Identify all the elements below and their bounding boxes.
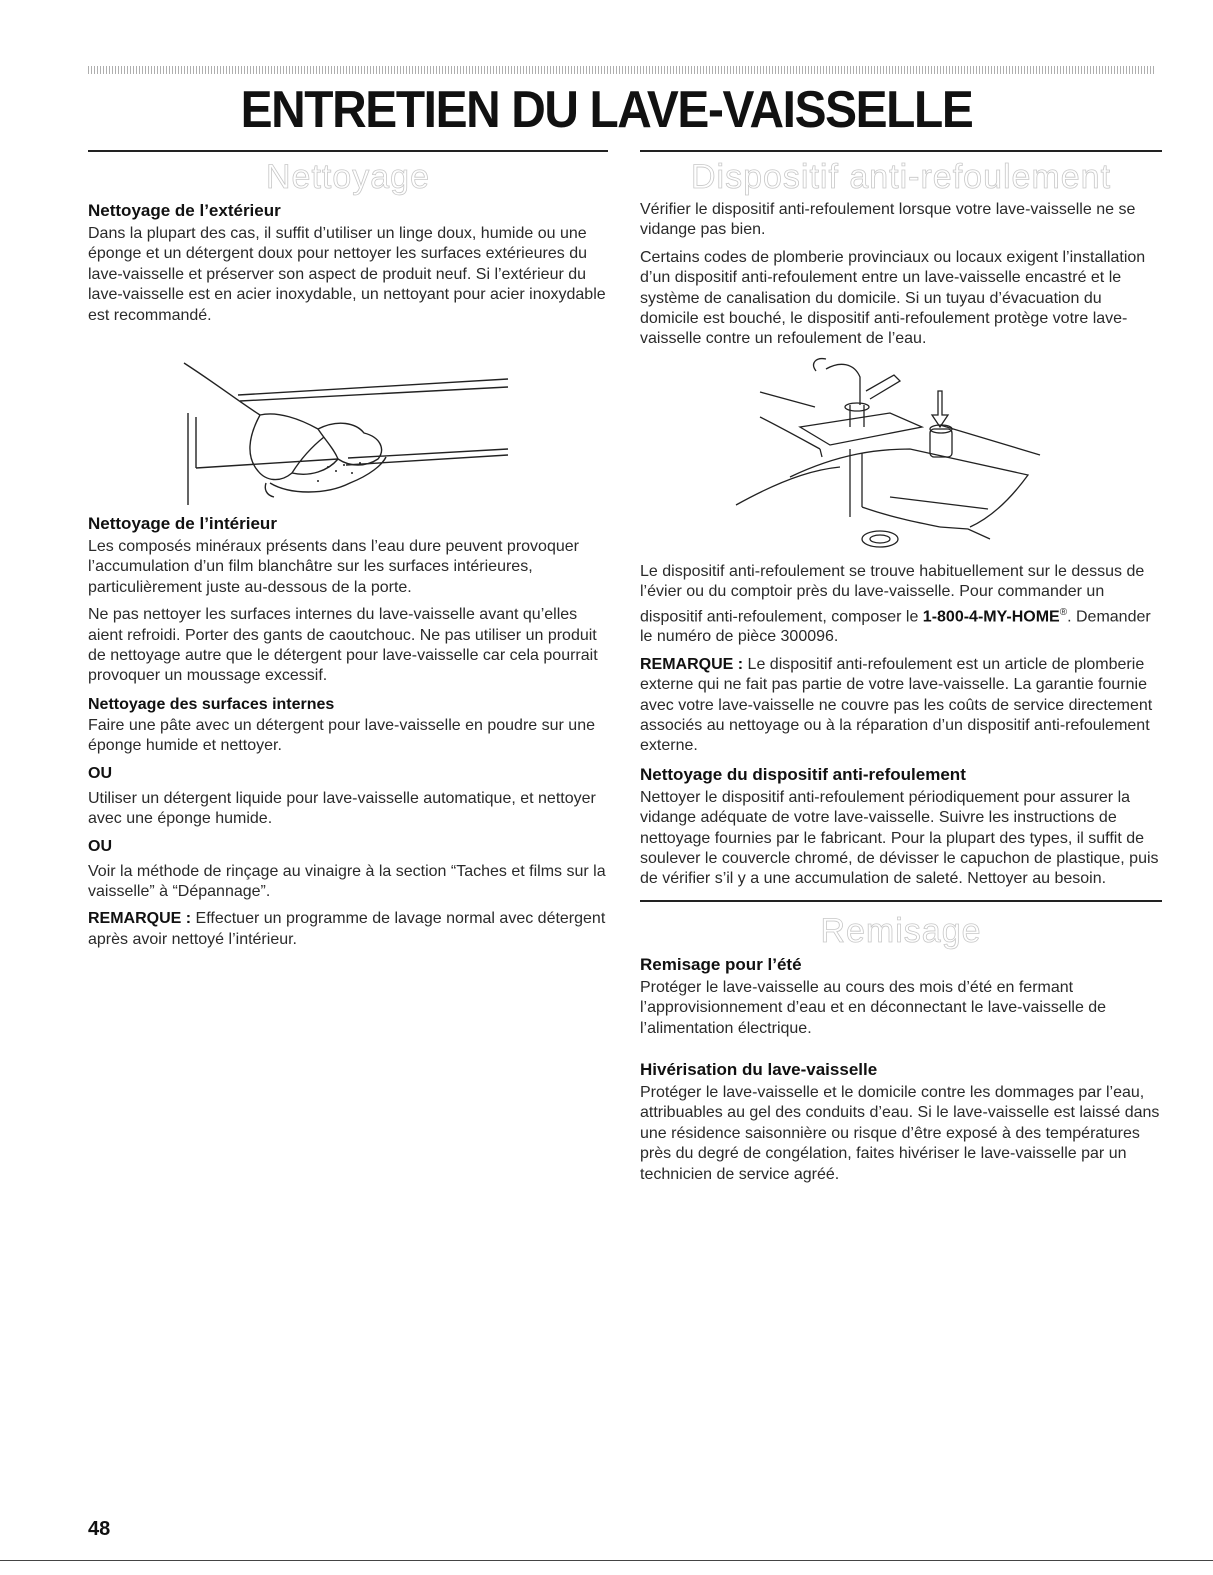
exterior-text: Dans la plupart des cas, il suffit d’utiliser un linge doux, humide ou une éponge et un détergent doux pour nettoyer les surfaces extérieures du lave-vaisselle et préserver son aspect de produit neuf. Si l’extérieur du lave-vaisselle est en acier inoxydable, un nettoyant pour acier inoxydable est recommandé. [88, 225, 606, 324]
air-gap-cleaning-heading: Nettoyage du dispositif anti-refoulement [640, 764, 966, 784]
summer-storage-text: Protéger le lave-vaisselle au cours des mois d’été en fermant l’approvisionnement d’eau et en déconnectant le lave-vaisselle de l’alimentation électrique. [640, 978, 1107, 1037]
method2-text: Utiliser un détergent liquide pour lave-vaisselle automatique, et nettoyer avec une éponge humide. [88, 789, 596, 828]
method1-text: Faire une pâte avec un détergent pour lave-vaisselle en poudre sur une éponge humide et nettoyer. [88, 716, 595, 755]
interior-para2: Ne pas nettoyer les surfaces internes du lave-vaisselle avant qu’elles aient refroidi. Porter des gants de caoutchouc. Ne pas utiliser un produit de nettoyage autre que le détergent pour lave-vaisselle car cela pourrait provoquer un moussage excessif. [88, 606, 598, 685]
air-gap-cleaning-text: Nettoyer le dispositif anti-refoulement périodiquement pour assurer la vidange adéquate de votre lave-vaisselle. Suivre les instructions de nettoyage fournies par le fabricant. Pour la plupart des types, il suffit de soulever le couvercle chromé, de dévisser le capuchon de plastique, puis de vérifier s’il y a une accumulation de saleté. Nettoyer au besoin. [640, 788, 1159, 888]
air-gap-para2: Certains codes de plomberie provinciaux ou locaux exigent l’installation d’un dispositif anti-refoulement entre un lave-vaisselle encastré et le système de canalisation du domicile. Si un tuyau d’évacuation du domicile est bouché, le dispositif anti-refoulement protège votre lave-vaisselle contre un refoulement de l’eau. [640, 248, 1146, 348]
air-gap-para3-end: . Demander le numéro de pièce 300096. [640, 607, 1151, 646]
section-rule [640, 150, 1162, 152]
top-dotted-rule [88, 66, 1156, 74]
note-text: Effectuer un programme de lavage normal avec détergent après avoir nettoyé l’intérieur. [88, 910, 606, 948]
section-title-cleaning: Nettoyage [266, 158, 430, 196]
internal-surfaces-subheading: Nettoyage des surfaces internes [88, 695, 335, 713]
section-rule [88, 150, 608, 152]
air-gap-note [640, 655, 1162, 757]
note-label: REMARQUE : [640, 655, 744, 673]
or-separator-1: OU [88, 764, 112, 782]
air-gap-para3-start: Le dispositif anti-refoulement se trouve habituellement sur le dessus de l’évier ou du comptoir près du lave-vaisselle. Pour commander un dispositif anti-refoulement, composer le [640, 562, 1145, 625]
interior-note [88, 909, 608, 950]
interior-heading: Nettoyage de l’intérieur [88, 514, 277, 534]
section-title-storage: Remisage [820, 911, 982, 950]
note-text: Le dispositif anti-refoulement est un article de plomberie externe qui ne fait pas partie de votre lave-vaisselle. La garantie fournie avec votre lave-vaisselle ne couvre pas les coûts de service directement associés au nettoyage ou à la réparation d’un dispositif anti-refoulement externe. [640, 655, 1153, 755]
registered-mark: ® [1059, 606, 1068, 618]
sink-air-gap-illustration [640, 357, 1160, 562]
section-rule [640, 900, 1162, 902]
left-column [88, 150, 608, 957]
air-gap-para3 [640, 562, 1162, 648]
summer-storage-heading: Remisage pour l’été [640, 954, 802, 974]
note-label: REMARQUE : [88, 910, 192, 928]
phone-number: 1-800-4-MY-HOME [922, 607, 1060, 625]
winterizing-heading: Hivérisation du lave-vaisselle [640, 1060, 878, 1080]
hand-wiping-illustration [88, 333, 608, 513]
page-number: 48 [88, 1518, 111, 1540]
page-title: ENTRETIEN DU LAVE-VAISSELLE [240, 81, 973, 139]
interior-para1: Les composés minéraux présents dans l’eau dure peuvent provoquer l’accumulation d’un film blanchâtre sur les surfaces intérieures, particulièrement juste au-dessous de la porte. [88, 538, 579, 596]
bottom-rule [0, 1560, 1213, 1561]
section-title-air-gap: Dispositif anti-refoulement [690, 158, 1112, 196]
right-column [640, 150, 1162, 1192]
method3-text: Voir la méthode de rinçage au vinaigre à la section “Taches et films sur la vaisselle” à “Dépannage”. [88, 862, 606, 900]
air-gap-para1: Vérifier le dispositif anti-refoulement lorsque votre lave-vaisselle ne se vidange pas bien. [640, 201, 1136, 239]
winterizing-text: Protéger le lave-vaisselle et le domicile contre les dommages par l’eau, attribuables au gel des conduits d’eau. Si le lave-vaisselle est laissé dans une résidence saisonnière ou risque d’être exposé à des températures près du degré de congélation, faites hivériser le lave-vaisselle par un technicien de service agréé. [640, 1084, 1160, 1183]
exterior-heading: Nettoyage de l’extérieur [88, 201, 281, 220]
or-separator-2: OU [88, 837, 112, 855]
